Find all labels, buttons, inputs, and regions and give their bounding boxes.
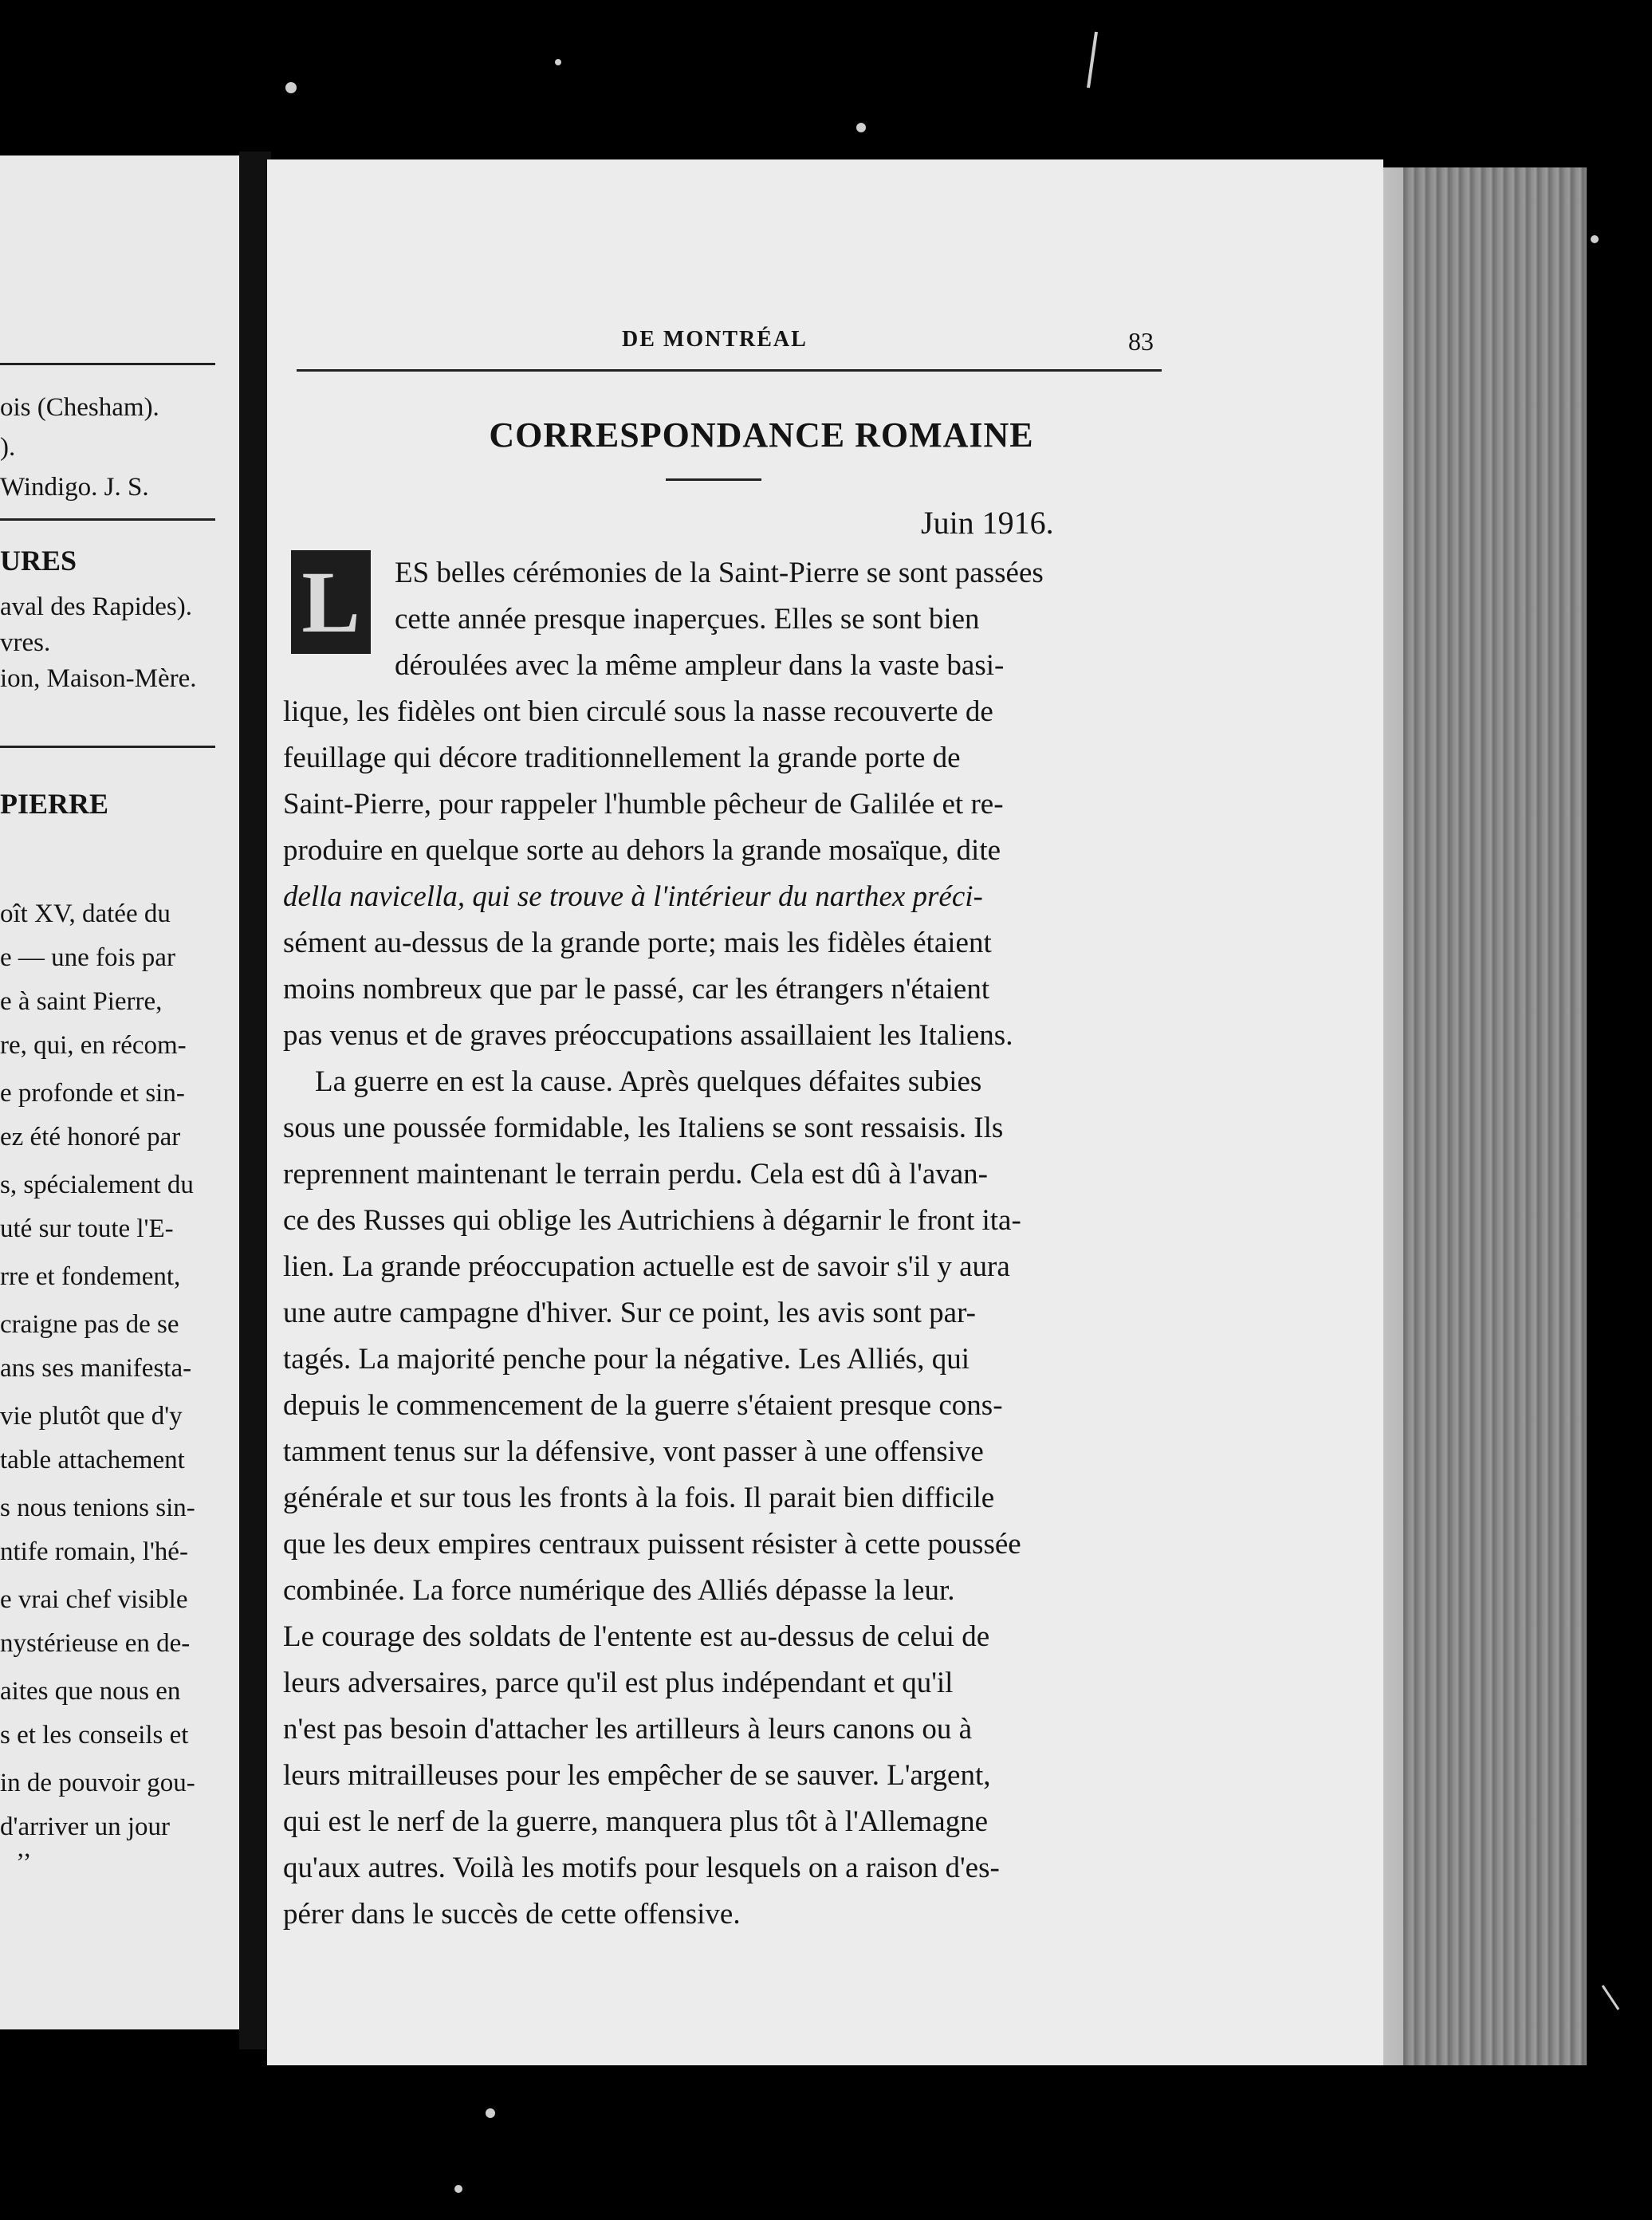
- body-line: La guerre en est la cause. Après quelques défaites subies: [315, 1065, 982, 1098]
- left-line: e profonde et sin-: [0, 1079, 185, 1108]
- body-line: reprennent maintenant le terrain perdu. Cela est dû à l'avan-: [283, 1158, 989, 1191]
- body-line: ce des Russes qui oblige les Autrichiens à dégarnir le front ita-: [283, 1204, 1021, 1237]
- page-number: 83: [1128, 327, 1154, 356]
- body-line: depuis le commencement de la guerre s'étaient presque cons-: [283, 1389, 1003, 1422]
- body-line: pérer dans le succès de cette offensive.: [283, 1898, 741, 1931]
- body-line: ES belles cérémonies de la Saint-Pierre se sont passées: [395, 557, 1044, 589]
- body-line: tagés. La majorité penche pour la négative. Les Alliés, qui: [283, 1343, 970, 1376]
- left-line: ion, Maison-Mère.: [0, 664, 197, 693]
- left-line: oît XV, datée du: [0, 899, 171, 928]
- header-rule: [297, 369, 1162, 372]
- page-header: [267, 327, 1383, 359]
- left-line: e à saint Pierre,: [0, 987, 163, 1016]
- left-line: Windigo. J. S.: [0, 473, 149, 502]
- body-line: produire en quelque sorte au dehors la grande mosaïque, dite: [283, 834, 1001, 867]
- body-line: sous une poussée formidable, les Italiens se sont ressaisis. Ils: [283, 1112, 1004, 1144]
- running-head: DE MONTRÉAL: [622, 327, 808, 352]
- left-line: ).: [0, 433, 16, 462]
- left-line: uté sur toute l'E-: [0, 1214, 174, 1243]
- body-line: lique, les fidèles ont bien circulé sous la nasse recouverte de: [283, 695, 993, 728]
- body-line: combinée. La force numérique des Alliés dépasse la leur.: [283, 1574, 955, 1607]
- left-line: vie plutôt que d'y: [0, 1402, 183, 1431]
- body-line: qui est le nerf de la guerre, manquera plus tôt à l'Allemagne: [283, 1805, 989, 1838]
- left-line: craigne pas de se: [0, 1310, 179, 1339]
- article-date: Juin 1916.: [921, 505, 1054, 541]
- body-line: moins nombreux que par le passé, car les étrangers n'étaient: [283, 973, 990, 1006]
- body-line: lien. La grande préoccupation actuelle est de savoir s'il y aura: [283, 1250, 1010, 1283]
- left-line: e vrai chef visible: [0, 1585, 188, 1614]
- left-line: aval des Rapides).: [0, 592, 193, 621]
- body-line: Saint-Pierre, pour rappeler l'humble pêcheur de Galilée et re-: [283, 788, 1004, 821]
- left-line: s et les conseils et: [0, 1721, 189, 1750]
- left-line: table attachement: [0, 1446, 185, 1474]
- body-line: une autre campagne d'hiver. Sur ce point, les avis sont par-: [283, 1297, 976, 1329]
- left-line: s nous tenions sin-: [0, 1494, 195, 1522]
- book-gutter: [239, 152, 271, 2049]
- left-line: s, spécialement du: [0, 1171, 194, 1199]
- left-line: ez été honoré par: [0, 1123, 181, 1151]
- body-line: générale et sur tous les fronts à la fois. Il parait bien difficile: [283, 1482, 995, 1514]
- body-line: della navicella, qui se trouve à l'intérieur du narthex préci-: [283, 880, 983, 913]
- left-page: [0, 155, 239, 2029]
- left-line: URES: [0, 545, 77, 577]
- left-line: aites que nous en: [0, 1677, 181, 1706]
- left-line: nystérieuse en de-: [0, 1629, 191, 1658]
- left-line: d'arriver un jour: [0, 1813, 171, 1841]
- body-line: n'est pas besoin d'attacher les artilleurs à leurs canons ou à: [283, 1713, 973, 1746]
- body-line: qu'aux autres. Voilà les motifs pour lesquels on a raison d'es-: [283, 1852, 1000, 1884]
- body-line: Le courage des soldats de l'entente est au-dessus de celui de: [283, 1620, 990, 1653]
- left-line: ’’: [16, 1848, 32, 1877]
- drop-cap: L: [291, 550, 371, 654]
- body-line: pas venus et de graves préoccupations assaillaient les Italiens.: [283, 1019, 1013, 1052]
- left-line: vres.: [0, 628, 51, 657]
- title-rule: [666, 478, 761, 481]
- left-line: PIERRE: [0, 788, 109, 820]
- left-line: ois (Chesham).: [0, 393, 159, 422]
- body-line: déroulées avec la même ampleur dans la vaste basi-: [395, 649, 1005, 682]
- left-line: ans ses manifesta-: [0, 1354, 192, 1383]
- article-title: CORRESPONDANCE ROMAINE: [489, 415, 1034, 455]
- left-line: re, qui, en récom-: [0, 1031, 187, 1060]
- left-line: in de pouvoir gou-: [0, 1769, 195, 1797]
- body-line: leurs adversaires, parce qu'il est plus indépendant et qu'il: [283, 1667, 954, 1699]
- left-header-rule: [0, 363, 215, 365]
- body-line: que les deux empires centraux puissent résister à cette poussée: [283, 1528, 1021, 1561]
- left-line: e — une fois par: [0, 943, 175, 972]
- article-body: [283, 550, 1160, 1938]
- body-line: leurs mitrailleuses pour les empêcher de se sauver. L'argent,: [283, 1759, 991, 1792]
- left-line: rre et fondement,: [0, 1262, 181, 1291]
- body-line: sément au-dessus de la grande porte; mais les fidèles étaient: [283, 927, 992, 959]
- body-line: cette année presque inaperçues. Elles se sont bien: [395, 603, 980, 636]
- right-page: [267, 159, 1383, 2065]
- body-line: tamment tenus sur la défensive, vont passer à une offensive: [283, 1435, 984, 1468]
- left-section-rule: [0, 746, 215, 748]
- left-section-rule: [0, 518, 215, 521]
- body-line: feuillage qui décore traditionnellement la grande porte de: [283, 742, 961, 774]
- left-line: ntife romain, l'hé-: [0, 1537, 188, 1566]
